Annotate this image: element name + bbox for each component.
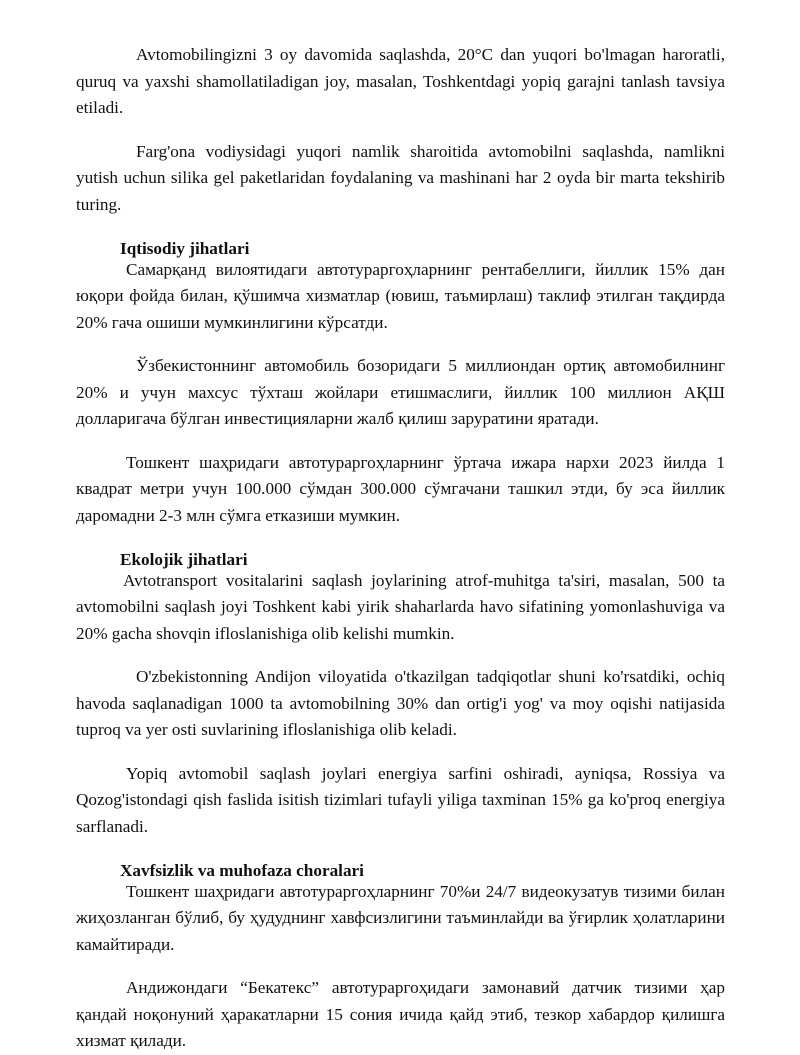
paragraph-sensor-system: Андижондаги “Бекатекс” автотураргоҳидаги замонавий датчик тизими ҳар қандай ноқонуний ҳаракатларни 15 сония ичида қайд этиб, тезкор хабардор қилишга хизмат қилади.	[76, 978, 725, 1050]
paragraph-video-surveillance: Тошкент шаҳридаги автотураргоҳларнинг 70%и 24/7 видеокузатув тизими билан жиҳозланган бўлиб, бу ҳудуднинг хавфсизлигини таъминлайди ва ўғирлик ҳолатларини камайтиради.	[76, 881, 725, 954]
heading-economic-aspects: Iqtisodiy jihatlari	[120, 239, 250, 258]
document-page	[76, 42, 725, 1055]
paragraph-energy-consumption: Yopiq avtomobil saqlash joylari energiya sarfini oshiradi, ayniqsa, Rossiya va Qozog'istondagi qish faslida isitish tizimlari tufayli yiliga taxminan 15% ga ko'proq energiya sarflanadi.	[76, 763, 725, 836]
paragraph-samarkand-profitability: Самарқанд вилоятидаги автотураргоҳларнинг рентабеллиги, йиллик 15% дан юқори фойда билан, қўшимча хизматлар (ювиш, таъмирлаш) таклиф этилган тақдирда 20% гача ошиши мумкинлигини кўрсатди.	[76, 259, 725, 332]
heading-ecological-aspects: Ekolojik jihatlari	[120, 550, 248, 569]
paragraph-parking-shortage: Ўзбекистоннинг автомобиль бозоридаги 5 миллиондан ортиқ автомобилнинг 20% и учун махсус тўхташ жойлари етишмаслиги, йиллик 100 миллион АҚШ долларигача бўлган инвестицияларни жалб қилиш заруратини яратади.	[76, 356, 725, 428]
paragraph-environmental-impact: Avtotransport vositalarini saqlash joylarining atrof-muhitga ta'siri, masalan, 500 ta avtomobilni saqlash joyi Toshkent kabi yirik shaharlarda havo sifatining yomonlashuviga va 20% gacha shovqin ifloslanishiga olib kelishi mumkin.	[76, 570, 725, 643]
paragraph-andijan-study: O'zbekistonning Andijon viloyatida o'tkazilgan tadqiqotlar shuni ko'rsatdiki, ochiq havoda saqlanadigan 1000 ta avtomobilning 30% dan ortig'i yog' va moy oqishi natijasida tuproq va yer osti suvlarining ifloslanishiga olib keladi.	[76, 667, 725, 739]
paragraph-humidity-advice: Farg'ona vodiysidagi yuqori namlik sharoitida avtomobilni saqlashda, namlikni yutish uchun silika gel paketlaridan foydalaning va mashinani har 2 oyda bir marta tekshirib turing.	[76, 141, 725, 214]
paragraph-tashkent-rent: Тошкент шаҳридаги автотураргоҳларнинг ўртача ижара нархи 2023 йилда 1 квадрат метри учун 100.000 сўмдан 300.000 сўмгачани ташкил этди, бу эса йиллик даромадни 2-3 млн сўмга етказиши мумкин.	[76, 452, 725, 525]
paragraph-storage-conditions: Avtomobilingizni 3 oy davomida saqlashda, 20°C dan yuqori bo'lmagan haroratli, quruq va yaxshi shamollatiladigan joy, masalan, Toshkentdagi yopiq garajni tanlash tavsiya etiladi.	[76, 45, 725, 117]
heading-security-measures: Xavfsizlik va muhofaza choralari	[120, 861, 364, 880]
